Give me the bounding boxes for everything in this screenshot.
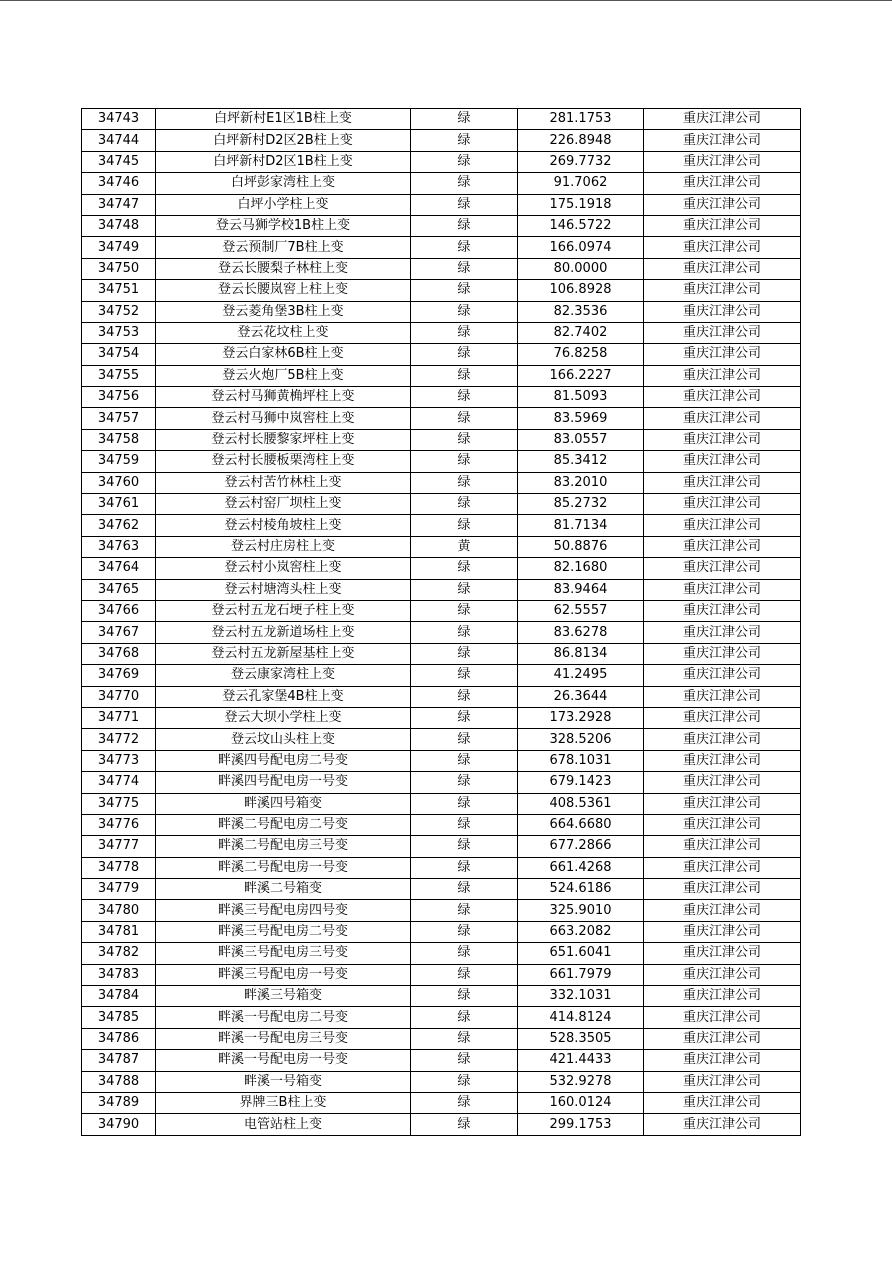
status-color-cell: 绿 [411, 707, 518, 728]
status-color-cell: 绿 [411, 130, 518, 151]
company-cell: 重庆江津公司 [644, 622, 801, 643]
transformer-name-cell: 登云村长腰黎家坪柱上变 [156, 429, 411, 450]
transformer-name-cell: 畔溪二号箱变 [156, 879, 411, 900]
transformer-name-cell: 登云菱角堡3B柱上变 [156, 301, 411, 322]
status-color-cell: 绿 [411, 729, 518, 750]
value-cell: 281.1753 [518, 109, 644, 130]
transformer-name-cell: 畔溪四号箱变 [156, 793, 411, 814]
row-id-cell: 34769 [82, 665, 156, 686]
company-cell: 重庆江津公司 [644, 1092, 801, 1113]
company-cell: 重庆江津公司 [644, 387, 801, 408]
transformer-name-cell: 畔溪一号配电房二号变 [156, 1007, 411, 1028]
transformer-name-cell: 登云村庄房柱上变 [156, 536, 411, 557]
status-color-cell: 绿 [411, 836, 518, 857]
row-id-cell: 34764 [82, 558, 156, 579]
status-color-cell: 绿 [411, 600, 518, 621]
transformer-name-cell: 畔溪一号配电房三号变 [156, 1028, 411, 1049]
status-color-cell: 绿 [411, 943, 518, 964]
value-cell: 91.7062 [518, 173, 644, 194]
value-cell: 528.3505 [518, 1028, 644, 1049]
table-row [82, 686, 801, 707]
transformer-name-cell: 畔溪一号箱变 [156, 1071, 411, 1092]
transformer-name-cell: 畔溪三号箱变 [156, 986, 411, 1007]
value-cell: 532.9278 [518, 1071, 644, 1092]
company-cell: 重庆江津公司 [644, 536, 801, 557]
table-row [82, 151, 801, 172]
company-cell: 重庆江津公司 [644, 344, 801, 365]
status-color-cell: 绿 [411, 173, 518, 194]
value-cell: 524.6186 [518, 879, 644, 900]
table-row [82, 836, 801, 857]
status-color-cell: 绿 [411, 237, 518, 258]
status-color-cell: 绿 [411, 322, 518, 343]
table-row [82, 622, 801, 643]
table-row [82, 515, 801, 536]
value-cell: 166.0974 [518, 237, 644, 258]
value-cell: 173.2928 [518, 707, 644, 728]
table-row [82, 558, 801, 579]
table-row [82, 109, 801, 130]
company-cell: 重庆江津公司 [644, 494, 801, 515]
table-row [82, 1071, 801, 1092]
value-cell: 664.6680 [518, 814, 644, 835]
transformer-name-cell: 白坪彭家湾柱上变 [156, 173, 411, 194]
value-cell: 408.5361 [518, 793, 644, 814]
row-id-cell: 34761 [82, 494, 156, 515]
value-cell: 175.1918 [518, 194, 644, 215]
table-row [82, 579, 801, 600]
table-row [82, 1050, 801, 1071]
transformer-name-cell: 登云村马狮中岚窖柱上变 [156, 408, 411, 429]
value-cell: 106.8928 [518, 280, 644, 301]
value-cell: 85.2732 [518, 494, 644, 515]
row-id-cell: 34778 [82, 857, 156, 878]
company-cell: 重庆江津公司 [644, 408, 801, 429]
row-id-cell: 34773 [82, 750, 156, 771]
row-id-cell: 34743 [82, 109, 156, 130]
company-cell: 重庆江津公司 [644, 879, 801, 900]
table-row [82, 665, 801, 686]
row-id-cell: 34753 [82, 322, 156, 343]
status-color-cell: 绿 [411, 151, 518, 172]
company-cell: 重庆江津公司 [644, 472, 801, 493]
transformer-name-cell: 登云村窑厂坝柱上变 [156, 494, 411, 515]
status-color-cell: 绿 [411, 194, 518, 215]
company-cell: 重庆江津公司 [644, 1007, 801, 1028]
company-cell: 重庆江津公司 [644, 986, 801, 1007]
status-color-cell: 绿 [411, 814, 518, 835]
table-row [82, 365, 801, 386]
value-cell: 325.9010 [518, 900, 644, 921]
transformer-name-cell: 登云坟山头柱上变 [156, 729, 411, 750]
value-cell: 81.5093 [518, 387, 644, 408]
row-id-cell: 34780 [82, 900, 156, 921]
row-id-cell: 34750 [82, 258, 156, 279]
table-row [82, 921, 801, 942]
status-color-cell: 绿 [411, 451, 518, 472]
transformer-name-cell: 登云村马狮黄桷坪柱上变 [156, 387, 411, 408]
company-cell: 重庆江津公司 [644, 643, 801, 664]
transformer-name-cell: 登云白家林6B柱上变 [156, 344, 411, 365]
transformer-name-cell: 登云村五龙新屋基柱上变 [156, 643, 411, 664]
row-id-cell: 34754 [82, 344, 156, 365]
table-row [82, 643, 801, 664]
value-cell: 80.0000 [518, 258, 644, 279]
value-cell: 86.8134 [518, 643, 644, 664]
row-id-cell: 34747 [82, 194, 156, 215]
row-id-cell: 34786 [82, 1028, 156, 1049]
company-cell: 重庆江津公司 [644, 600, 801, 621]
table-row [82, 301, 801, 322]
company-cell: 重庆江津公司 [644, 558, 801, 579]
value-cell: 678.1031 [518, 750, 644, 771]
row-id-cell: 34789 [82, 1092, 156, 1113]
company-cell: 重庆江津公司 [644, 750, 801, 771]
value-cell: 166.2227 [518, 365, 644, 386]
table-row [82, 772, 801, 793]
transformer-name-cell: 登云康家湾柱上变 [156, 665, 411, 686]
row-id-cell: 34784 [82, 986, 156, 1007]
status-color-cell: 绿 [411, 109, 518, 130]
transformer-name-cell: 畔溪三号配电房四号变 [156, 900, 411, 921]
status-color-cell: 绿 [411, 986, 518, 1007]
transformer-name-cell: 畔溪二号配电房一号变 [156, 857, 411, 878]
table-row [82, 215, 801, 236]
company-cell: 重庆江津公司 [644, 215, 801, 236]
status-color-cell: 绿 [411, 258, 518, 279]
company-cell: 重庆江津公司 [644, 943, 801, 964]
value-cell: 82.3536 [518, 301, 644, 322]
status-color-cell: 绿 [411, 772, 518, 793]
transformer-name-cell: 畔溪四号配电房一号变 [156, 772, 411, 793]
value-cell: 83.0557 [518, 429, 644, 450]
transformer-name-cell: 登云孔家堡4B柱上变 [156, 686, 411, 707]
company-cell: 重庆江津公司 [644, 857, 801, 878]
table-row [82, 793, 801, 814]
transformer-name-cell: 登云长腰岚窖上柱上变 [156, 280, 411, 301]
status-color-cell: 绿 [411, 665, 518, 686]
table-row [82, 322, 801, 343]
status-color-cell: 绿 [411, 408, 518, 429]
row-id-cell: 34763 [82, 536, 156, 557]
company-cell: 重庆江津公司 [644, 301, 801, 322]
row-id-cell: 34756 [82, 387, 156, 408]
company-cell: 重庆江津公司 [644, 964, 801, 985]
value-cell: 62.5557 [518, 600, 644, 621]
transformer-name-cell: 畔溪四号配电房二号变 [156, 750, 411, 771]
table-row [82, 173, 801, 194]
status-color-cell: 绿 [411, 515, 518, 536]
status-color-cell: 绿 [411, 921, 518, 942]
table-row [82, 1028, 801, 1049]
row-id-cell: 34770 [82, 686, 156, 707]
table-row [82, 986, 801, 1007]
status-color-cell: 绿 [411, 1114, 518, 1135]
table-row [82, 472, 801, 493]
row-id-cell: 34757 [82, 408, 156, 429]
status-color-cell: 绿 [411, 1007, 518, 1028]
transformer-name-cell: 畔溪二号配电房三号变 [156, 836, 411, 857]
row-id-cell: 34765 [82, 579, 156, 600]
value-cell: 679.1423 [518, 772, 644, 793]
status-color-cell: 绿 [411, 1092, 518, 1113]
status-color-cell: 绿 [411, 1071, 518, 1092]
table-row [82, 258, 801, 279]
status-color-cell: 绿 [411, 686, 518, 707]
status-color-cell: 黄 [411, 536, 518, 557]
row-id-cell: 34781 [82, 921, 156, 942]
status-color-cell: 绿 [411, 344, 518, 365]
table-row [82, 879, 801, 900]
value-cell: 83.9464 [518, 579, 644, 600]
table-row [82, 429, 801, 450]
company-cell: 重庆江津公司 [644, 729, 801, 750]
row-id-cell: 34774 [82, 772, 156, 793]
row-id-cell: 34772 [82, 729, 156, 750]
status-color-cell: 绿 [411, 494, 518, 515]
row-id-cell: 34782 [82, 943, 156, 964]
value-cell: 50.8876 [518, 536, 644, 557]
page-top-border [0, 0, 892, 1]
transformer-name-cell: 畔溪二号配电房二号变 [156, 814, 411, 835]
table-row [82, 536, 801, 557]
company-cell: 重庆江津公司 [644, 258, 801, 279]
company-cell: 重庆江津公司 [644, 579, 801, 600]
company-cell: 重庆江津公司 [644, 793, 801, 814]
table-body [82, 109, 801, 1136]
value-cell: 226.8948 [518, 130, 644, 151]
row-id-cell: 34752 [82, 301, 156, 322]
value-cell: 661.7979 [518, 964, 644, 985]
value-cell: 661.4268 [518, 857, 644, 878]
company-cell: 重庆江津公司 [644, 836, 801, 857]
transformer-name-cell: 畔溪三号配电房一号变 [156, 964, 411, 985]
company-cell: 重庆江津公司 [644, 322, 801, 343]
transformer-name-cell: 白坪新村D2区2B柱上变 [156, 130, 411, 151]
company-cell: 重庆江津公司 [644, 194, 801, 215]
table-row [82, 814, 801, 835]
status-color-cell: 绿 [411, 1050, 518, 1071]
status-color-cell: 绿 [411, 472, 518, 493]
transformer-name-cell: 白坪新村E1区1B柱上变 [156, 109, 411, 130]
company-cell: 重庆江津公司 [644, 1114, 801, 1135]
value-cell: 332.1031 [518, 986, 644, 1007]
company-cell: 重庆江津公司 [644, 151, 801, 172]
company-cell: 重庆江津公司 [644, 515, 801, 536]
row-id-cell: 34744 [82, 130, 156, 151]
status-color-cell: 绿 [411, 365, 518, 386]
company-cell: 重庆江津公司 [644, 451, 801, 472]
status-color-cell: 绿 [411, 900, 518, 921]
company-cell: 重庆江津公司 [644, 280, 801, 301]
value-cell: 76.8258 [518, 344, 644, 365]
transformer-name-cell: 登云马狮学校1B柱上变 [156, 215, 411, 236]
row-id-cell: 34762 [82, 515, 156, 536]
company-cell: 重庆江津公司 [644, 921, 801, 942]
transformer-name-cell: 登云大坝小学柱上变 [156, 707, 411, 728]
company-cell: 重庆江津公司 [644, 1071, 801, 1092]
value-cell: 83.6278 [518, 622, 644, 643]
table-row [82, 1092, 801, 1113]
status-color-cell: 绿 [411, 622, 518, 643]
transformer-name-cell: 登云花坟柱上变 [156, 322, 411, 343]
row-id-cell: 34766 [82, 600, 156, 621]
table-row [82, 494, 801, 515]
transformer-name-cell: 登云村五龙新道场柱上变 [156, 622, 411, 643]
transformer-name-cell: 畔溪三号配电房二号变 [156, 921, 411, 942]
table-row [82, 964, 801, 985]
status-color-cell: 绿 [411, 429, 518, 450]
table-row [82, 237, 801, 258]
company-cell: 重庆江津公司 [644, 707, 801, 728]
status-color-cell: 绿 [411, 579, 518, 600]
value-cell: 421.4433 [518, 1050, 644, 1071]
row-id-cell: 34790 [82, 1114, 156, 1135]
row-id-cell: 34751 [82, 280, 156, 301]
status-color-cell: 绿 [411, 857, 518, 878]
status-color-cell: 绿 [411, 387, 518, 408]
row-id-cell: 34785 [82, 1007, 156, 1028]
row-id-cell: 34788 [82, 1071, 156, 1092]
transformer-name-cell: 界牌三B柱上变 [156, 1092, 411, 1113]
company-cell: 重庆江津公司 [644, 237, 801, 258]
company-cell: 重庆江津公司 [644, 686, 801, 707]
company-cell: 重庆江津公司 [644, 173, 801, 194]
row-id-cell: 34748 [82, 215, 156, 236]
company-cell: 重庆江津公司 [644, 814, 801, 835]
table-row [82, 1007, 801, 1028]
table-row [82, 729, 801, 750]
status-color-cell: 绿 [411, 964, 518, 985]
table-row [82, 943, 801, 964]
value-cell: 26.3644 [518, 686, 644, 707]
table-row [82, 408, 801, 429]
row-id-cell: 34767 [82, 622, 156, 643]
table-row [82, 451, 801, 472]
value-cell: 328.5206 [518, 729, 644, 750]
row-id-cell: 34776 [82, 814, 156, 835]
row-id-cell: 34777 [82, 836, 156, 857]
value-cell: 83.2010 [518, 472, 644, 493]
table-row [82, 750, 801, 771]
status-color-cell: 绿 [411, 1028, 518, 1049]
transformer-name-cell: 登云预制厂7B柱上变 [156, 237, 411, 258]
company-cell: 重庆江津公司 [644, 772, 801, 793]
transformer-name-cell: 电管站柱上变 [156, 1114, 411, 1135]
company-cell: 重庆江津公司 [644, 365, 801, 386]
status-color-cell: 绿 [411, 643, 518, 664]
row-id-cell: 34746 [82, 173, 156, 194]
row-id-cell: 34768 [82, 643, 156, 664]
value-cell: 269.7732 [518, 151, 644, 172]
status-color-cell: 绿 [411, 750, 518, 771]
status-color-cell: 绿 [411, 558, 518, 579]
row-id-cell: 34787 [82, 1050, 156, 1071]
transformer-name-cell: 登云村长腰板栗湾柱上变 [156, 451, 411, 472]
status-color-cell: 绿 [411, 301, 518, 322]
company-cell: 重庆江津公司 [644, 130, 801, 151]
transformer-name-cell: 登云村五龙石埂子柱上变 [156, 600, 411, 621]
row-id-cell: 34745 [82, 151, 156, 172]
table-row [82, 900, 801, 921]
status-color-cell: 绿 [411, 280, 518, 301]
table-row [82, 130, 801, 151]
transformer-name-cell: 登云火炮厂5B柱上变 [156, 365, 411, 386]
transformer-name-cell: 登云村小岚窖柱上变 [156, 558, 411, 579]
value-cell: 85.3412 [518, 451, 644, 472]
transformer-name-cell: 登云长腰梨子林柱上变 [156, 258, 411, 279]
transformer-name-cell: 登云村棱角坡柱上变 [156, 515, 411, 536]
value-cell: 663.2082 [518, 921, 644, 942]
row-id-cell: 34749 [82, 237, 156, 258]
value-cell: 146.5722 [518, 215, 644, 236]
company-cell: 重庆江津公司 [644, 1050, 801, 1071]
value-cell: 299.1753 [518, 1114, 644, 1135]
transformer-name-cell: 畔溪三号配电房三号变 [156, 943, 411, 964]
row-id-cell: 34755 [82, 365, 156, 386]
transformer-name-cell: 登云村苦竹林柱上变 [156, 472, 411, 493]
table-row [82, 387, 801, 408]
value-cell: 82.1680 [518, 558, 644, 579]
company-cell: 重庆江津公司 [644, 900, 801, 921]
table-row [82, 1114, 801, 1135]
row-id-cell: 34758 [82, 429, 156, 450]
table-row [82, 707, 801, 728]
table-row [82, 194, 801, 215]
row-id-cell: 34759 [82, 451, 156, 472]
transformer-name-cell: 白坪小学柱上变 [156, 194, 411, 215]
table-row [82, 600, 801, 621]
value-cell: 83.5969 [518, 408, 644, 429]
status-color-cell: 绿 [411, 879, 518, 900]
transformer-name-cell: 畔溪一号配电房一号变 [156, 1050, 411, 1071]
company-cell: 重庆江津公司 [644, 1028, 801, 1049]
value-cell: 651.6041 [518, 943, 644, 964]
row-id-cell: 34783 [82, 964, 156, 985]
value-cell: 160.0124 [518, 1092, 644, 1113]
table-row [82, 344, 801, 365]
value-cell: 81.7134 [518, 515, 644, 536]
transformer-name-cell: 白坪新村D2区1B柱上变 [156, 151, 411, 172]
row-id-cell: 34760 [82, 472, 156, 493]
value-cell: 41.2495 [518, 665, 644, 686]
company-cell: 重庆江津公司 [644, 665, 801, 686]
company-cell: 重庆江津公司 [644, 109, 801, 130]
value-cell: 677.2866 [518, 836, 644, 857]
row-id-cell: 34775 [82, 793, 156, 814]
table-row [82, 280, 801, 301]
row-id-cell: 34771 [82, 707, 156, 728]
value-cell: 414.8124 [518, 1007, 644, 1028]
value-cell: 82.7402 [518, 322, 644, 343]
transformer-name-cell: 登云村塘湾头柱上变 [156, 579, 411, 600]
status-color-cell: 绿 [411, 793, 518, 814]
company-cell: 重庆江津公司 [644, 429, 801, 450]
status-color-cell: 绿 [411, 215, 518, 236]
transformer-table [81, 108, 801, 1136]
row-id-cell: 34779 [82, 879, 156, 900]
table-row [82, 857, 801, 878]
